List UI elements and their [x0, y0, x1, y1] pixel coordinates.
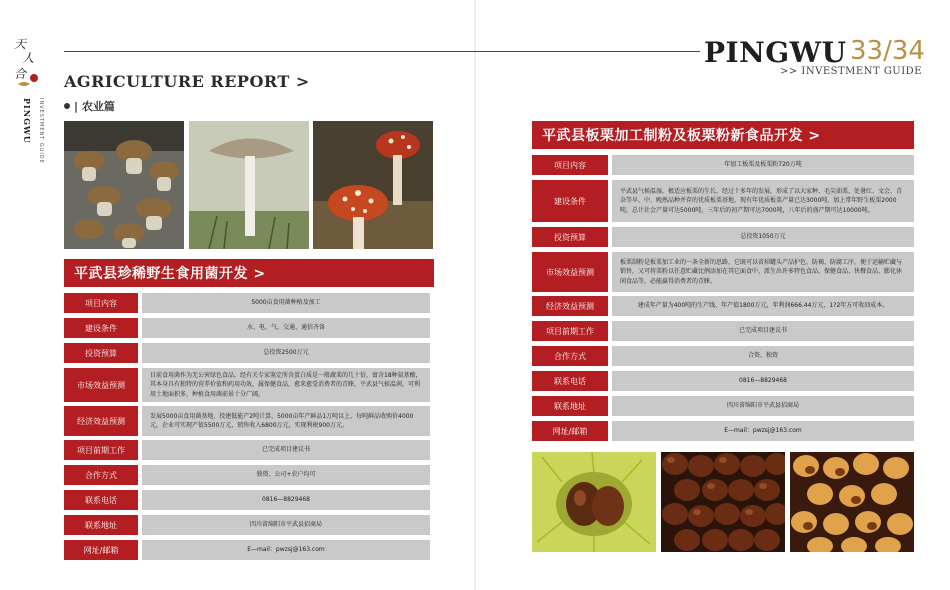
row-value: 平武县气候温湿，极适应板栗的生长，经过十多年的发展，形成了以大家种、毛尖油栗、处暑红、文会、青杂等早、中、晚熟品种并存的优质板栗基地，现有年优质板栗产量已达3000吨，加上常年野生板栗2000吨，总计社会产量可达5000吨，三年后的初产期可达7000吨，八年后的盛产期可达10000吨。 — [612, 180, 914, 222]
row-label: 联系地址 — [64, 515, 138, 535]
porcini-mushrooms-photo — [64, 121, 184, 249]
row-label: 项目前期工作 — [532, 321, 608, 341]
table-row — [532, 321, 914, 341]
row-label: 市场效益预测 — [64, 368, 138, 402]
table-row — [64, 406, 430, 436]
table-row — [532, 421, 914, 441]
row-label: 建设条件 — [532, 180, 608, 222]
fly-agaric-mushrooms-photo — [313, 121, 433, 249]
row-value: 年加工板栗及板栗粉720万吨 — [612, 155, 914, 175]
page-numbers: 33/34 — [850, 36, 925, 66]
investment-guide-label: >> INVESTMENT GUIDE — [780, 66, 922, 77]
chestnut-burr-photo — [532, 452, 656, 552]
row-label: 合作方式 — [64, 465, 138, 485]
svg-text:天: 天 — [14, 37, 27, 51]
row-label: 经济效益预测 — [64, 406, 138, 436]
table-row — [64, 540, 430, 560]
white-mushroom-photo — [189, 121, 309, 249]
row-label: 网址/邮箱 — [64, 540, 138, 560]
row-label: 项目内容 — [64, 293, 138, 313]
table-row — [532, 396, 914, 416]
row-value: 5000亩食用菌种植及加工 — [142, 293, 430, 313]
table-row — [64, 515, 430, 535]
cracked-chestnuts-photo — [790, 452, 914, 552]
table-row — [64, 293, 430, 313]
report-subtitle-text: | 农业篇 — [74, 100, 115, 113]
row-value: 四川省绵阳市平武县招商局 — [612, 396, 914, 416]
row-label: 项目内容 — [532, 155, 608, 175]
row-value: 0816—8829468 — [612, 371, 914, 391]
brand-vertical-logo — [10, 34, 50, 244]
row-label: 经济效益预测 — [532, 296, 608, 316]
page-spine — [474, 0, 476, 590]
row-value: 板栗制粉是板栗加工业的一条全新的思路，它既可以省掉罐头产品护色、防褐、防腐工序，便于运输贮藏与销售，又可将栗粉以任意贮藏比例添加在其它面食中，派生出许多特色食品、保健食品、快餐食品、膨化休闲食品等，必能赢得消费者的青睐。 — [612, 252, 914, 292]
row-value: 水、电、气、交通、通信齐备 — [142, 318, 430, 338]
row-label: 市场效益预测 — [532, 252, 608, 292]
row-value: 0816—8829468 — [142, 490, 430, 510]
row-value: 目前食用菌作为无公害绿色食品，经有关专家鉴定所含蛋白质是一般蔬菜的几十倍，富含18种氨基酸，其本身具有独特的营养价值和药用功效，属保健食品，愈来愈受消费者的青睐，平武县气候温润，可利用土地面积多，种植食用菌前景十分广阔。 — [142, 368, 430, 402]
table-row — [532, 252, 914, 292]
row-value: 已完成项目建议书 — [612, 321, 914, 341]
section-title-chestnut: 平武县板栗加工制粉及板栗粉新食品开发 > — [532, 121, 914, 149]
row-value: E—mail：pwzsj@163.com — [142, 540, 430, 560]
bullet-icon — [64, 103, 70, 109]
table-row — [64, 465, 430, 485]
section-title-mushroom: 平武县珍稀野生食用菌开发 > — [64, 259, 434, 287]
row-label: 投资预算 — [64, 343, 138, 363]
roasted-chestnuts-photo — [661, 452, 785, 552]
row-value: 发展5000亩食用菌基地，投建低能产2吨计算，5000亩年产鲜品1万吨以上，每吨鲜品收购价4000元，企业可实现产值5500万元，销售收入6800万元，实现利税900万元。 — [142, 406, 430, 436]
row-label: 项目前期工作 — [64, 440, 138, 460]
row-value: 总投资2500万元 — [142, 343, 430, 363]
report-title: AGRICULTURE REPORT > — [64, 72, 310, 91]
row-label: 合作方式 — [532, 346, 608, 366]
table-row — [64, 343, 430, 363]
row-label: 网址/邮箱 — [532, 421, 608, 441]
brand-vertical-subtext: INVESTMENT GUIDE — [38, 98, 44, 164]
table-row — [64, 368, 430, 402]
row-label: 联系电话 — [532, 371, 608, 391]
row-label: 建设条件 — [64, 318, 138, 338]
row-label: 联系地址 — [532, 396, 608, 416]
row-value: 总投资1050万元 — [612, 227, 914, 247]
row-value: E—mail：pwzsj@163.com — [612, 421, 914, 441]
table-row — [532, 155, 914, 175]
table-row — [64, 440, 430, 460]
row-value: 建成年产量为400吨的生产线，年产值1800万元，年利润666.44万元，1?2年方可收回成本。 — [612, 296, 914, 316]
table-row — [532, 227, 914, 247]
table-row — [532, 346, 914, 366]
row-label: 联系电话 — [64, 490, 138, 510]
brand-vertical-text: PINGWU — [22, 98, 32, 144]
brand-title: PINGWU — [704, 36, 847, 69]
row-label: 投资预算 — [532, 227, 608, 247]
table-row — [64, 490, 430, 510]
table-row — [64, 318, 430, 338]
calligraphy-logo-icon — [12, 34, 42, 94]
svg-text:合: 合 — [14, 67, 27, 81]
row-value: 四川省绵阳市平武县招商局 — [142, 515, 430, 535]
report-subtitle — [64, 98, 115, 114]
svg-text:人: 人 — [22, 51, 35, 65]
row-value: 独资、公司+农户均可 — [142, 465, 430, 485]
header-rule — [64, 51, 700, 52]
table-row — [532, 296, 914, 316]
table-row — [532, 180, 914, 222]
row-value: 已完成项目建议书 — [142, 440, 430, 460]
row-value: 合资、独资 — [612, 346, 914, 366]
table-row — [532, 371, 914, 391]
